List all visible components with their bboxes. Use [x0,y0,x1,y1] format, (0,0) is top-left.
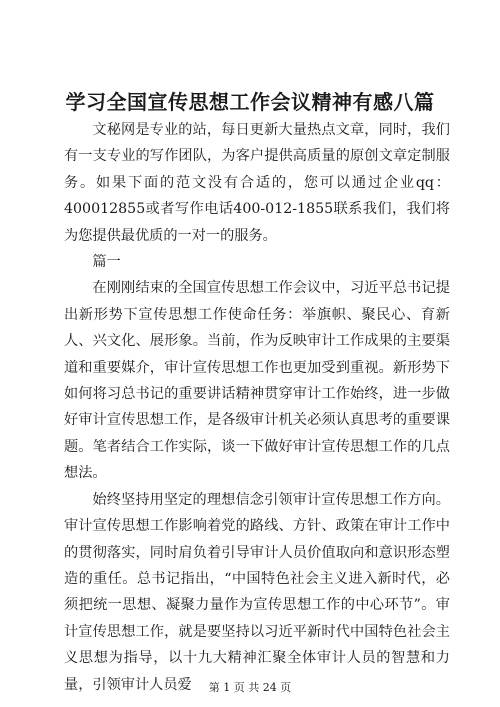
section-label: 篇一 [92,254,121,271]
body-paragraph: 在刚刚结束的全国宣传思想工作会议中，习近平总书记提出新形势下宣传思想工作使命任务：举旗帜、聚民心、育新人、兴文化、展形象。当前，作为反映审计工作成果的主要渠道和重要媒介，审计宣传思想工作也更加受到重视。新形势下如何将习总书记的重要讲话精神贯穿审计工作始终，进一步做好审计宣传思想工作，是各级审计机关必须认真思考的重要课题。笔者结合工作实际，谈一下做好审计宣传思想工作的几点想法。 [64,280,450,482]
page-number-footer: 第 1 页 共 24 页 [208,681,292,694]
intro-paragraph: 文秘网是专业的站，每日更新大量热点文章，同时，我们有一支专业的写作团队，为客户提供高质量的原创文章定制服务。如果下面的范文没有合适的，您可以通过企业qq：400012855或者写作电话400-012-1855联系我们，我们将为您提供最优质的一对一的服务。 [64,122,450,244]
document-title: 学习全国宣传思想工作会议精神有感八篇 [65,90,435,114]
document-body [64,117,450,698]
body-paragraph: 始终坚持用坚定的理想信念引领审计宣传思想工作方向。审计宣传思想工作影响着党的路线、方针、政策在审计工作中的贯彻落实，同时肩负着引导审计人员价值取向和意识形态塑造的重任。总书记指出，“中国特色社会主义进入新时代，必须把统一思想、凝聚力量作为宣传思想工作的中心环节”。审计宣传思想工作，就是要坚持以习近平新时代中国特色社会主义思想为指导，以十九大精神汇聚全体审计人员的智慧和力量，引领审计人员爱 [64,491,450,693]
